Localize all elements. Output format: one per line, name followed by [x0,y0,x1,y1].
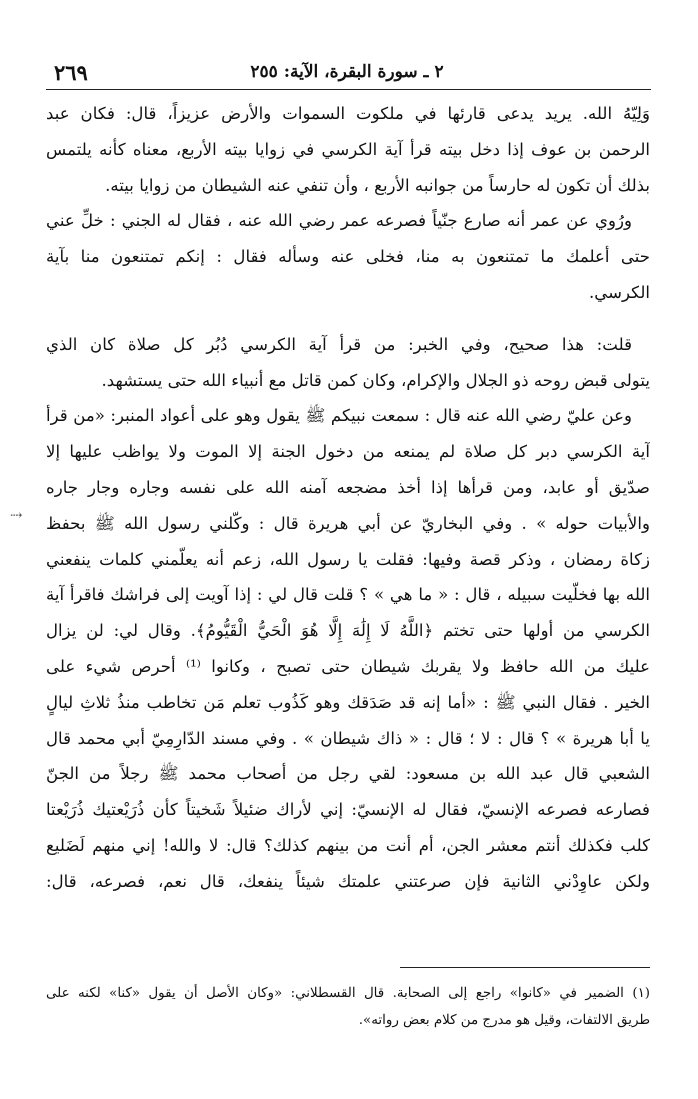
running-head: ٢ ـ سورة البقرة، الآية: ٢٥٥ [250,62,444,82]
text-line: عليك من الله حافظ ولا يقربك شيطان حتى تصبح ، وكانوا ⁽¹⁾ أحرص شيء على [46,656,650,676]
footnote-line: طريق الالتفات، وقيل هو مدرج من كلام بعض رواته». [358,1013,650,1028]
text-line: قلت: هذا صحيح، وفي الخبر: من قرأ آية الكرسي دُبُر كل صلاة كان الذي [46,334,632,354]
text-line: الله بها فخلّيت سبيله ، قال : « ما هي » ؟ قلت قال لي : إذا آويت إلى فراشك فاقرأ آية [46,585,650,605]
margin-arrow-icon: ⇢ [10,506,23,524]
header-divider [46,89,651,90]
text-line: فصارعه فصرعه الإنسيّ، فقال له الإنسيّ: إني لأراك ضئيلاً شَخيتاً كأن ذُرَيْعتيك ذُرَيْعتا [46,800,650,820]
page-header [46,58,648,88]
text-line: حتى أعلمك ما تمتنعون به منا، فخلى عنه وسأله فقال : إنكم تمتنعون منا بآية [46,247,650,267]
text-line: ورُوي عن عمر أنه صارع جنّياً فصرعه عمر رضي الله عنه ، فقال له الجني : خلِّ عني [46,211,632,231]
text-line: صدّيق أو عابد، ومن قرأها إذا أخذ مضجعه آمنه الله على نفسه وجاره وجار جاره [46,477,650,497]
text-line: الكرسي. [589,282,650,302]
footnote-line: (١) الضمير في «كانوا» راجع إلى الصحابة. قال القسطلاني: «وكان الأصل أن يقول «كنا» لكنه على [46,986,650,1001]
page-number: ٢٦٩ [54,60,88,85]
text-line: وعن عليّ رضي الله عنه قال : سمعت نبيكم ﷺ يقول وهو على أعواد المنبر: «من قرأ [46,406,632,426]
text-line: آية الكرسي دبر كل صلاة لم يمنعه من دخول الجنة إلا الموت ولا يواظب عليها إلا [46,442,650,462]
text-line: يا أبا هريرة » ؟ قال : لا ؛ قال : « ذاك شيطان » . وفي مسند الدّارِمِيّ أبي محمد قال [46,728,650,748]
text-line: الكرسي من أولها حتى تختم ﴿اللَّهُ لَا إِلَٰهَ إِلَّا هُوَ الْحَيُّ الْقَيُّومُ﴾. وقال لي: لن يزال [46,621,650,641]
main-text [46,96,650,900]
text-line: بذلك أن تكون له حارساً من جوانبه الأربع ، وأن تنفي عنه الشيطان من زوايا بيته. [105,175,650,195]
text-line: ولكن عاوِدْني الثانية فإن صرعتني علمتك شيئاً ينفعك، قال نعم، فصرعه، قال: [46,871,650,891]
text-line: الرحمن بن عوف إذا دخل بيته قرأ آية الكرسي في زوايا بيته الأربع، معناه كأنه يلتمس [46,139,650,159]
text-line: كلب فكذلك أنتم معشر الجن، أم أنت من بينهم كذلك؟ قال: لا والله! إني منهم لَضَليع [46,835,650,855]
text-line: وَلِيّهُ الله. يريد يدعى قارئها في ملكوت السموات والأرض عزيزاً، قال: فكان عبد [46,104,650,123]
text-line: الخير . فقال النبي ﷺ : «أما إنه قد صَدَقك وهو كَذُوب تعلم مَن تخاطب منذُ ثلاثِ ليالٍ [46,692,650,712]
footnote-divider [400,967,650,968]
text-line: الشعبي قال عبد الله بن مسعود: لقي رجل من أصحاب محمد ﷺ رجلاً من الجنّ [46,764,650,784]
footnote [46,980,650,1034]
text-line: زكاة رمضان ، وذكر قصة وفيها: فقلت يا رسول الله، زعم أنه يعلّمني كلمات ينفعني [46,549,650,569]
text-line: والأبيات حوله » . وفي البخاريّ عن أبي هريرة قال : وكّلني رسول الله ﷺ بحفظ [46,513,650,533]
text-line: يتولى قبض روحه ذو الجلال والإكرام، وكان كمن قاتل مع أنبياء الله حتى يستشهد. [101,370,650,390]
